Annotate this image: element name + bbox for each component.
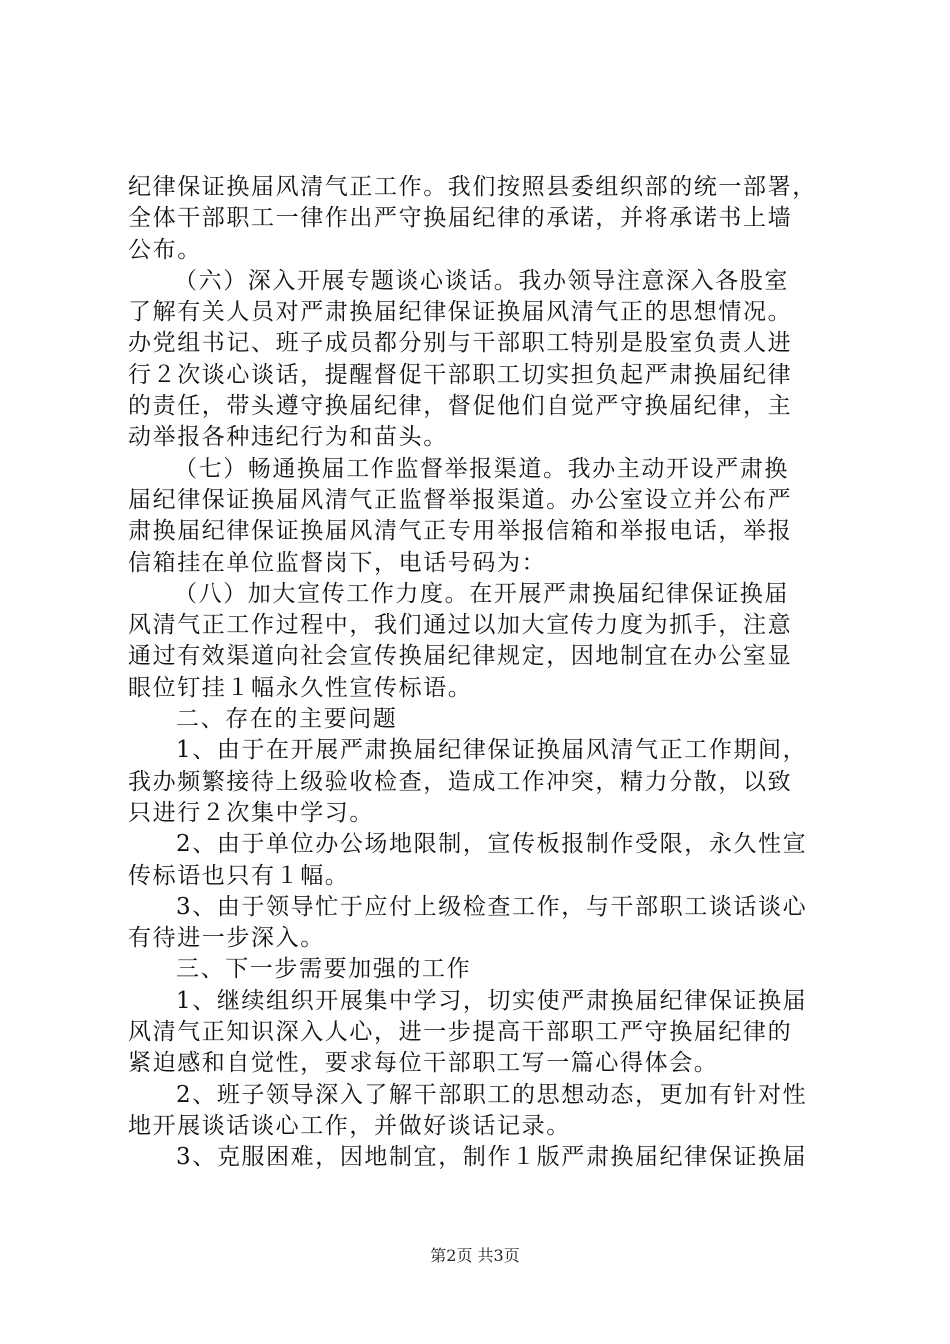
text-line: 了解有关人员对严肃换届纪律保证换届风清气正的思想情况。 <box>128 299 793 326</box>
text-line: 眼位钉挂１幅永久性宣传标语。 <box>128 674 473 701</box>
text-line: 2、由于单位办公场地限制，宣传板报制作受限，永久性宣 <box>176 831 808 858</box>
text-line: 公布。 <box>128 236 202 263</box>
text-line: 只进行２次集中学习。 <box>128 799 374 826</box>
section-heading: 二、存在的主要问题 <box>176 706 398 733</box>
text-line: 信箱挂在单位监督岗下，电话号码为： <box>128 549 547 576</box>
text-line: 动举报各种违纪行为和苗头。 <box>128 424 448 451</box>
text-line: 办党组书记、班子成员都分别与干部职工特别是股室负责人进 <box>128 330 793 357</box>
text-line: （七）畅通换届工作监督举报渠道。我办主动开设严肃换 <box>174 455 789 482</box>
text-line: 2、班子领导深入了解干部职工的思想动态，更加有针对性 <box>176 1081 808 1108</box>
text-line: 风清气正知识深入人心，进一步提高干部职工严守换届纪律的 <box>128 1019 793 1046</box>
text-line: 1、由于在开展严肃换届纪律保证换届风清气正工作期间， <box>176 737 808 764</box>
text-line: 有待进一步深入。 <box>128 925 325 952</box>
text-line: （六）深入开展专题谈心谈话。我办领导注意深入各股室 <box>174 267 789 294</box>
page-number-footer: 第2页 共3页 <box>430 1246 520 1265</box>
text-line: 我办频繁接待上级验收检查，造成工作冲突，精力分散，以致 <box>128 768 793 795</box>
text-line: 纪律保证换届风清气正工作。我们按照县委组织部的统一部署， <box>128 174 817 200</box>
text-line: 传标语也只有１幅。 <box>128 862 350 889</box>
text-line: （八）加大宣传工作力度。在开展严肃换届纪律保证换届 <box>174 580 789 607</box>
text-line: 紧迫感和自觉性，要求每位干部职工写一篇心得体会。 <box>128 1050 719 1077</box>
section-heading: 三、下一步需要加强的工作 <box>176 956 472 983</box>
text-line: 3、由于领导忙于应付上级检查工作，与干部职工谈话谈心 <box>176 893 808 920</box>
text-line: 3、克服困难，因地制宜，制作１版严肃换届纪律保证换届 <box>176 1144 808 1171</box>
text-line: 风清气正工作过程中，我们通过以加大宣传力度为抓手，注意 <box>128 612 793 639</box>
text-line: 行２次谈心谈话，提醒督促干部职工切实担负起严肃换届纪律 <box>128 361 793 388</box>
text-line: 的责任，带头遵守换届纪律，督促他们自觉严守换届纪律，主 <box>128 393 793 420</box>
text-line: 通过有效渠道向社会宣传换届纪律规定，因地制宜在办公室显 <box>128 643 793 670</box>
text-line: 1、继续组织开展集中学习，切实使严肃换届纪律保证换届 <box>176 987 808 1014</box>
text-line: 届纪律保证换届风清气正监督举报渠道。办公室设立并公布严 <box>128 486 793 513</box>
text-line: 全体干部职工一律作出严守换届纪律的承诺，并将承诺书上墙 <box>128 205 793 232</box>
text-line: 肃换届纪律保证换届风清气正专用举报信箱和举报电话，举报 <box>128 518 793 545</box>
document-body <box>128 172 834 1174</box>
text-line: 地开展谈话谈心工作，并做好谈话记录。 <box>128 1112 571 1139</box>
